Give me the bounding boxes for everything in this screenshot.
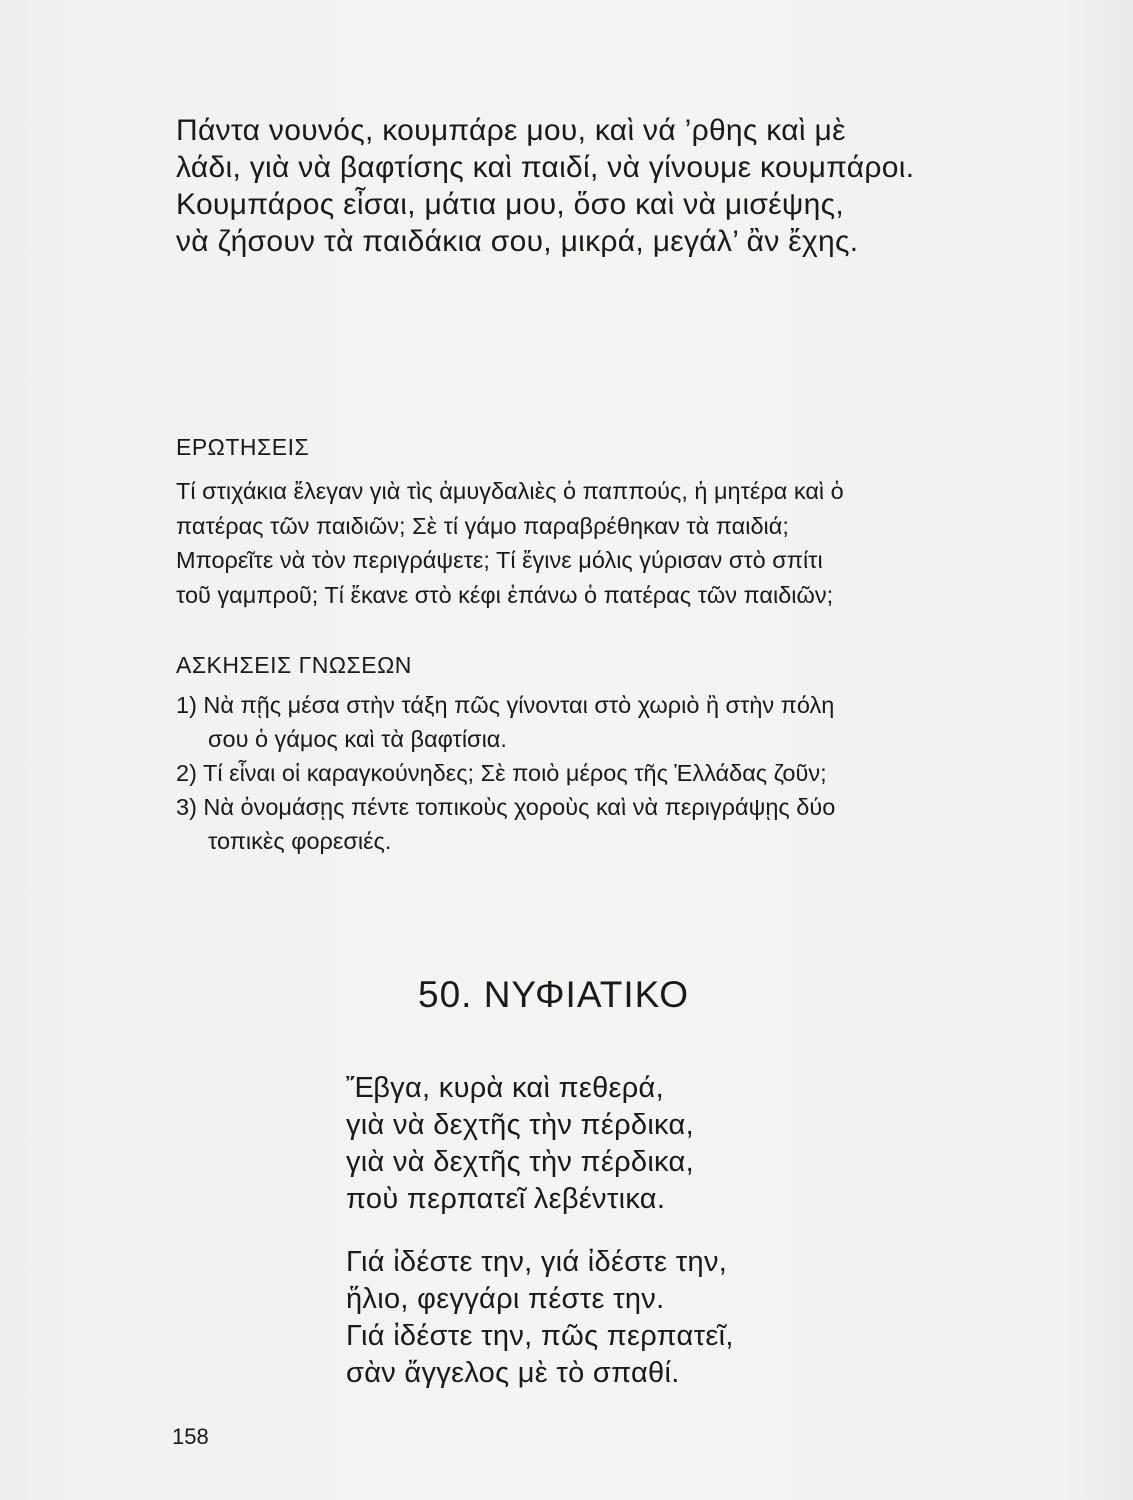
exercises-list — [176, 688, 1036, 858]
exercises-heading: ΑΣΚΗΣΕΙΣ ΓΝΩΣΕΩΝ — [176, 652, 412, 678]
page-number: 158 — [172, 1424, 209, 1449]
stanza-line: σὰν ἄγγελος μὲ τὸ σπαθί. — [346, 1357, 680, 1389]
stanza-line: Ἔβγα, κυρὰ καὶ πεθερά, — [346, 1072, 664, 1104]
stanza-line: ποὺ περπατεῖ λεβέντικα. — [346, 1183, 666, 1215]
verse-line: νὰ ζήσουν τὰ παιδάκια σου, μικρά, μεγάλ’ ἂν ἔχης. — [176, 225, 859, 258]
question-line: τοῦ γαμπροῦ; Τί ἔκανε στὸ κέφι ἐπάνω ὁ πατέρας τῶν παιδιῶν; — [176, 581, 834, 608]
song-stanza-2 — [346, 1244, 946, 1392]
song-stanza-1 — [346, 1070, 946, 1218]
question-line: Μπορεῖτε νὰ τὸν περιγράψετε; Τί ἔγινε μόλις γύρισαν στὸ σπίτι — [176, 547, 823, 573]
verse-top — [176, 112, 1046, 260]
question-line: Τί στιχάκια ἔλεγαν γιὰ τὶς ἀμυγδαλιὲς ὁ παππούς, ἡ μητέρα καὶ ὁ — [176, 478, 844, 504]
stanza-line: ἥλιο, φεγγάρι πέστε την. — [346, 1283, 665, 1315]
stanza-line: γιὰ νὰ δεχτῆς τὴν πέρδικα, — [346, 1146, 694, 1178]
verse-line: λάδι, γιὰ νὰ βαφτίσης καὶ παιδί, νὰ γίνουμε κουμπάροι. — [176, 151, 915, 184]
stanza-line: Γιά ἰδέστε την, πῶς περπατεῖ, — [346, 1320, 734, 1352]
song-title: 50. ΝΥΦΙΑΤΙΚΟ — [418, 974, 689, 1015]
questions-heading: ΕΡΩΤΗΣΕΙΣ — [176, 434, 310, 460]
exercise-item-3: 3) Νὰ ὀνομάσῃς πέντε τοπικοὺς χοροὺς καὶ νὰ περιγράψῃς δύο — [176, 794, 836, 820]
stanza-line: Γιά ἰδέστε την, γιά ἰδέστε την, — [346, 1246, 728, 1278]
exercise-item-2: 2) Τί εἶναι οἱ καραγκούνηδες; Σὲ ποιὸ μέρος τῆς Ἑλλάδας ζοῦν; — [176, 760, 827, 786]
questions-body — [176, 474, 1036, 612]
question-line: πατέρας τῶν παιδιῶν; Σὲ τί γάμο παραβρέθηκαν τὰ παιδιά; — [176, 512, 789, 539]
stanza-line: γιὰ νὰ δεχτῆς τὴν πέρδικα, — [346, 1109, 694, 1141]
verse-line: Κουμπάρος εἶσαι, μάτια μου, ὅσο καὶ νὰ μισέψης, — [176, 188, 844, 221]
exercise-item-1-continuation: σου ὁ γάμος καὶ τὰ βαφτίσια. — [208, 726, 507, 752]
exercise-item-1: 1) Νὰ πῇς μέσα στὴν τάξη πῶς γίνονται στὸ χωριὸ ἢ στὴν πόλη — [176, 692, 835, 718]
verse-line: Πάντα νουνός, κουμπάρε μου, καὶ νά ’ρθης καὶ μὲ — [176, 114, 846, 147]
exercise-item-3-continuation: τοπικὲς φορεσιές. — [208, 828, 392, 854]
